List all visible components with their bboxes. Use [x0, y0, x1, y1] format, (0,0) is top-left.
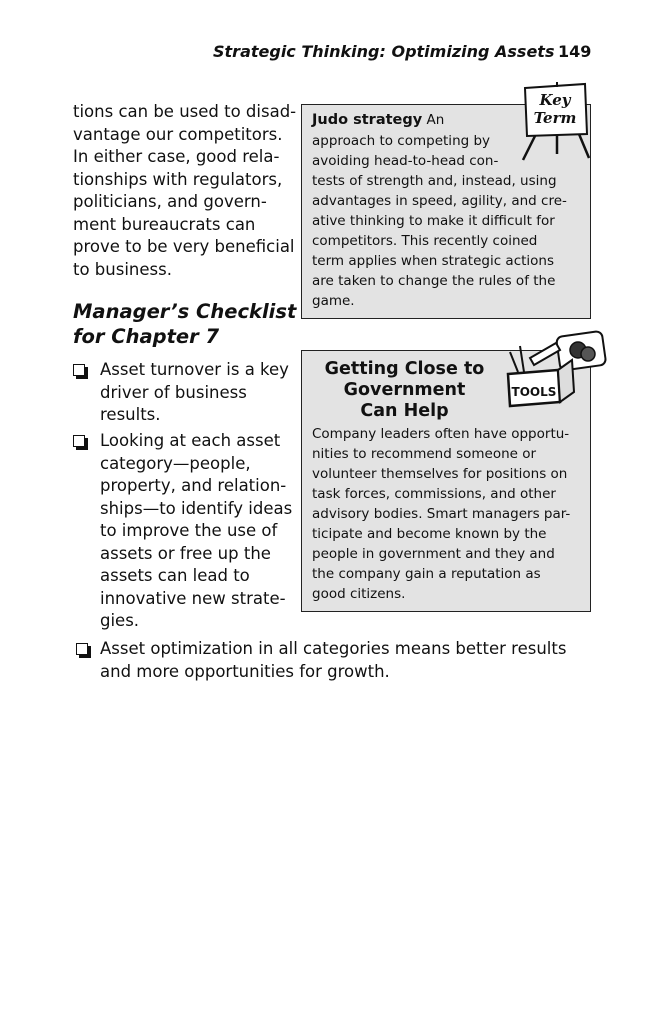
checklist-title-line: for Chapter 7: [73, 325, 220, 348]
tools-title-line: Can Help: [360, 401, 449, 421]
text-line: to business.: [73, 259, 172, 279]
text-line: In either case, good rela-: [73, 147, 280, 166]
text-line: ment bureaucrats can: [73, 214, 256, 234]
text-line: task forces, commissions, and other: [312, 486, 556, 502]
key-term-first-line: [312, 110, 444, 130]
text-line: Asset optimization in all categories means better results: [100, 639, 567, 658]
text-line: prove to be very beneficial: [73, 237, 295, 256]
text-line: and more opportunities for growth.: [100, 661, 390, 681]
text-line: gies.: [100, 611, 140, 630]
text-line: game.: [312, 293, 355, 309]
tools-title-line: Getting Close to: [324, 359, 485, 379]
toolbox-icon-label: TOOLS: [511, 385, 557, 399]
checkbox-icon: [76, 643, 88, 655]
checklist-title: [73, 299, 296, 349]
running-head-title: Strategic Thinking: Optimizing Assets: [213, 42, 555, 61]
text-line: tests of strength and, instead, using: [312, 173, 557, 189]
text-line: vantage our competitors.: [73, 124, 283, 144]
text-line: are taken to change the rules of the: [312, 273, 556, 289]
text-line: Company leaders often have opportu-: [312, 426, 570, 442]
text-line: Looking at each asset: [100, 431, 281, 450]
text-line: advisory bodies. Smart managers par-: [312, 506, 571, 522]
key-term-icon-label: Term: [533, 109, 577, 127]
key-term-icon-label: Key: [539, 91, 571, 109]
tools-title-line: Government: [343, 380, 466, 400]
text-line: ative thinking to make it difficult for: [312, 213, 555, 229]
text-line: to improve the use of: [100, 521, 278, 540]
text-line: approach to competing by: [312, 133, 491, 149]
text-line: the company gain a reputation as: [312, 566, 541, 582]
toolbox-icon: [500, 330, 610, 410]
key-term-word: Judo strategy: [312, 112, 423, 128]
text-line: advantages in speed, agility, and cre-: [312, 193, 567, 209]
text-line: ships—to identify ideas: [100, 498, 293, 518]
checkbox-icon: [73, 435, 85, 447]
text-line: good citizens.: [312, 586, 406, 602]
text-line: assets can lead to: [100, 566, 250, 585]
text-line: tions can be used to disad-: [73, 102, 297, 121]
running-head: [213, 42, 593, 61]
text-line: volunteer themselves for positions on: [312, 466, 568, 482]
text-line: people in government and they and: [312, 546, 555, 562]
text-line: ticipate and become known by the: [312, 526, 547, 542]
tools-box-title: [312, 359, 497, 422]
checklist-title-line: Manager’s Checklist: [73, 300, 297, 323]
text-line: term applies when strategic actions: [312, 253, 555, 269]
key-term-first-word: An: [426, 112, 445, 128]
intro-paragraph: [73, 101, 295, 281]
text-line: tionships with regulators,: [73, 169, 283, 189]
text-line: avoiding head-to-head con-: [312, 153, 499, 169]
text-line: results.: [100, 405, 161, 424]
key-term-easel-icon: [505, 82, 590, 162]
text-line: politicians, and govern-: [73, 192, 267, 211]
checkbox-icon: [73, 364, 85, 376]
text-line: property, and relation-: [100, 476, 287, 495]
text-line: category—people,: [100, 453, 251, 473]
text-line: nities to recommend someone or: [312, 446, 537, 462]
text-line: innovative new strate-: [100, 588, 286, 608]
text-line: driver of business: [100, 382, 247, 402]
text-line: competitors. This recently coined: [312, 233, 538, 249]
text-line: assets or free up the: [100, 543, 271, 563]
page-number: 149: [558, 42, 592, 61]
text-line: Asset turnover is a key: [100, 360, 289, 379]
